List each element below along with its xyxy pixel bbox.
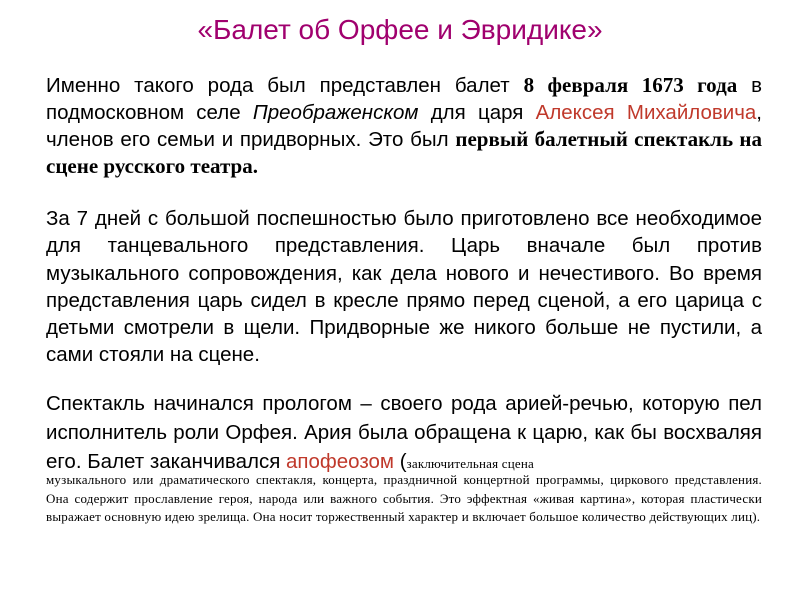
p1-village: Преображенском — [252, 101, 419, 124]
apotheosis-definition: музыкального или драматического спектакля, концерта, праздничной концертной программы, циркового представления. Она содержит прославление героя, народа или важного события. Это эффектная «живая картина», которая пластически выражает основную идею зрелища. Она носит торжественный характер и включает большое количество действующих лиц). — [46, 472, 762, 524]
p1-text-4: , членов его семьи и придворных. Это был — [46, 101, 762, 151]
p3-apotheosis: апофеозом — [285, 450, 394, 473]
p3-text-1: Спектакль начинался прологом – своего рода арией-речью, которую пел исполнитель роли Орфея. Ария была обращена к царю, как бы восхваляя его. Балет заканчивался — [46, 392, 762, 473]
p3-definition-start: заключительная сцена — [406, 456, 534, 471]
p1-text-3: для царя — [418, 101, 536, 124]
paragraph-3 — [46, 389, 762, 476]
p1-first-ballet: первый балетный спектакль на сцене русского театра. — [46, 127, 763, 178]
slide-title: «Балет об Орфее и Эвридике» — [197, 14, 603, 45]
p1-text-1: Именно такого рода был представлен балет — [46, 74, 524, 97]
p1-text-2: в подмосковном селе — [46, 74, 763, 124]
p1-tsar-name: Алексея Михайловича — [535, 101, 757, 124]
p1-date: 8 февраля 1673 года — [523, 73, 738, 97]
paragraph-2: За 7 дней с большой поспешностью было приготовлено все необходимое для танцевального представления. Царь вначале был против музыкального сопровождения, как дела нового и нечестивого. Во время представления царь сидел в кресле прямо перед сценой, а его царица с детьми смотрели в щели. Придворные же никого больше не пустили, а сами стояли на сцене. — [46, 207, 762, 367]
paragraph-1 — [46, 72, 762, 180]
p3-text-2: ( — [394, 450, 407, 473]
